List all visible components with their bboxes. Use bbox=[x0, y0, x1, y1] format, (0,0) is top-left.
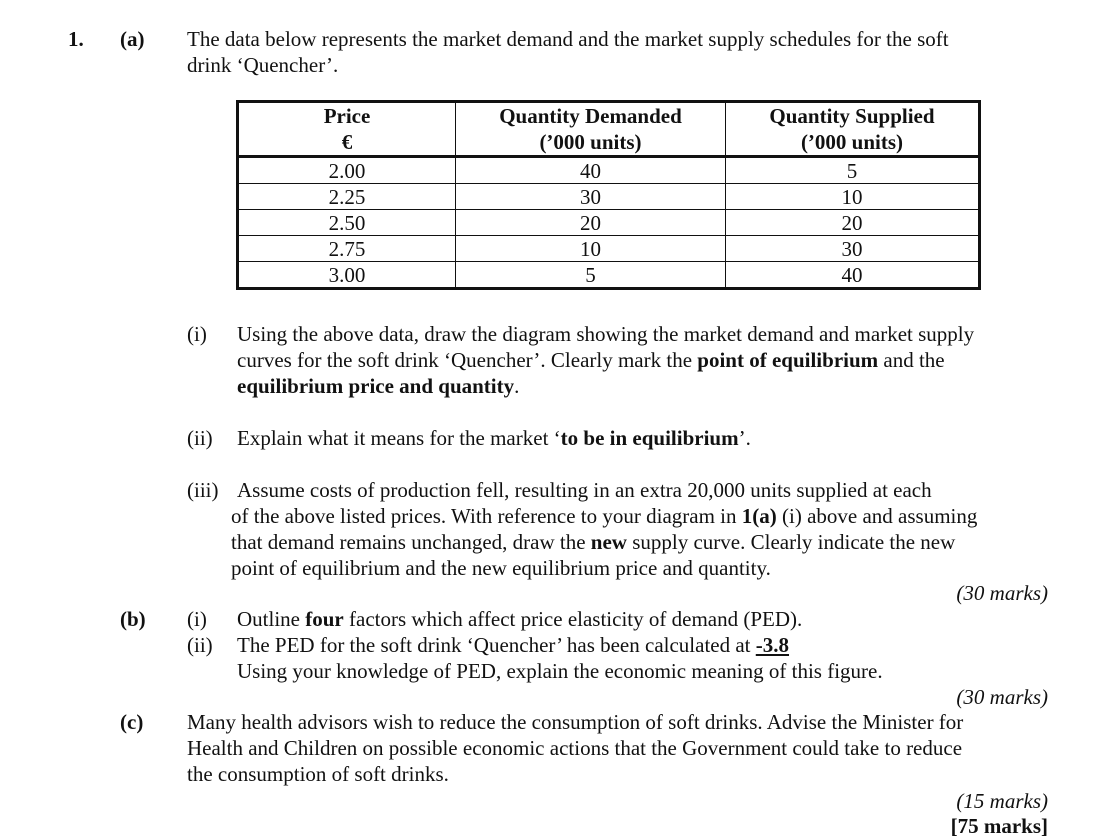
table-header-row bbox=[238, 102, 980, 157]
part-b-label: (b) bbox=[120, 607, 146, 631]
part-b-i-text: Outline four factors which affect price elasticity of demand (PED). bbox=[237, 607, 803, 631]
cell-qd: 10 bbox=[456, 236, 726, 262]
cell-qd: 40 bbox=[456, 157, 726, 184]
cell-price: 2.75 bbox=[238, 236, 456, 262]
part-a-label: (a) bbox=[120, 27, 145, 51]
total-marks: [75 marks] bbox=[950, 814, 1048, 838]
table-row bbox=[238, 210, 980, 236]
part-a-intro bbox=[187, 26, 1047, 78]
table-row bbox=[238, 262, 980, 289]
part-c-text: Many health advisors wish to reduce the consumption of soft drinks. Advise the Minister for Health and Children on possible economic actions that the Government could take to reduce the consumption of soft drinks. bbox=[187, 710, 964, 786]
cell-qs: 30 bbox=[725, 236, 979, 262]
cell-price: 2.50 bbox=[238, 210, 456, 236]
header-quantity-demanded: Quantity Demanded (’000 units) bbox=[456, 102, 726, 157]
part-c-label: (c) bbox=[120, 710, 144, 734]
part-b-ii-text: The PED for the soft drink ‘Quencher’ has been calculated at -3.8 Using your knowledge of PED, explain the economic meaning of this figure. bbox=[237, 633, 883, 683]
table-row bbox=[238, 236, 980, 262]
part-a-i-text: Using the above data, draw the diagram showing the market demand and market supply curves for the soft drink ‘Quencher’. Clearly mark the point of equilibrium and the equilibrium price and quantity. bbox=[237, 322, 975, 398]
intro-line-1: The data below represents the market demand and the market supply schedules for the soft bbox=[187, 27, 949, 51]
supply-demand-table bbox=[236, 100, 981, 290]
cell-price: 2.25 bbox=[238, 184, 456, 210]
cell-price: 2.00 bbox=[238, 157, 456, 184]
cell-qd: 20 bbox=[456, 210, 726, 236]
part-a-marks: (30 marks) bbox=[956, 581, 1048, 605]
part-c-marks: (15 marks) bbox=[956, 789, 1048, 813]
question-number: 1. bbox=[68, 27, 84, 51]
part-a-i-label: (i) bbox=[187, 322, 207, 346]
cell-qs: 5 bbox=[725, 157, 979, 184]
part-b-ii-label: (ii) bbox=[187, 633, 213, 657]
cell-price: 3.00 bbox=[238, 262, 456, 289]
cell-qd: 30 bbox=[456, 184, 726, 210]
part-a-ii-label: (ii) bbox=[187, 426, 213, 450]
cell-qd: 5 bbox=[456, 262, 726, 289]
cell-qs: 10 bbox=[725, 184, 979, 210]
table-row bbox=[238, 184, 980, 210]
part-a-iii-line1: Assume costs of production fell, resulting in an extra 20,000 units supplied at each bbox=[237, 478, 932, 502]
part-a-ii-text: Explain what it means for the market ‘to be in equilibrium’. bbox=[237, 426, 751, 450]
cell-qs: 40 bbox=[725, 262, 979, 289]
part-a-iii-label: (iii) bbox=[187, 478, 219, 502]
ped-value: -3.8 bbox=[755, 633, 790, 657]
part-b-marks: (30 marks) bbox=[956, 685, 1048, 709]
table-row bbox=[238, 157, 980, 184]
header-quantity-supplied: Quantity Supplied (’000 units) bbox=[725, 102, 979, 157]
part-b-i-label: (i) bbox=[187, 607, 207, 631]
intro-line-2: drink ‘Quencher’. bbox=[187, 53, 339, 77]
part-a-iii-rest: of the above listed prices. With reference to your diagram in 1(a) (i) above and assuming that demand remains unchanged, draw the new supply curve. Clearly indicate the new point of equilibrium and the new equilibrium price and quantity. bbox=[231, 504, 978, 580]
cell-qs: 20 bbox=[725, 210, 979, 236]
header-price: Price € bbox=[238, 102, 456, 157]
